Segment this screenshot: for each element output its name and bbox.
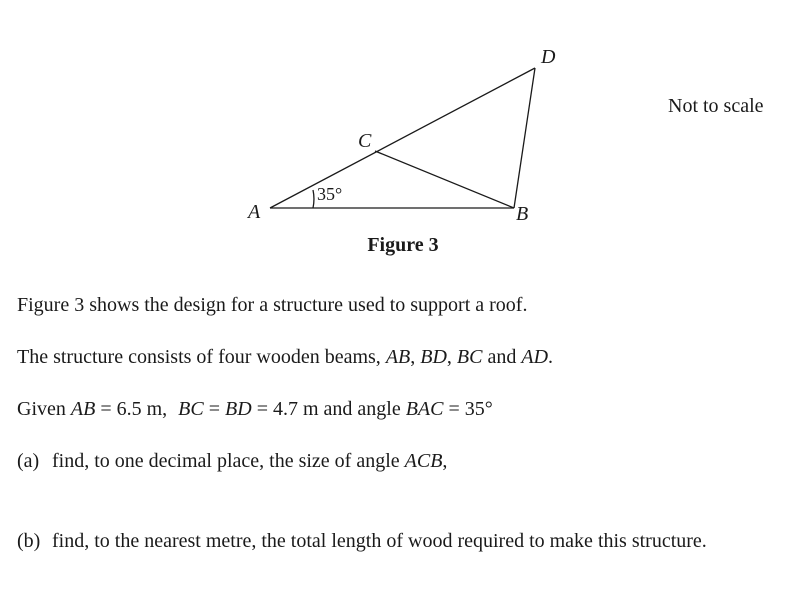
- part-a-end: ,: [442, 450, 448, 472]
- angle-arc: [313, 190, 314, 208]
- figure-caption: Figure 3: [367, 234, 439, 256]
- angle-label: 35°: [317, 184, 343, 204]
- given-ab-value: = 6.5 m,: [100, 398, 168, 420]
- question-part-b: [17, 530, 707, 553]
- question-part-a: [17, 450, 447, 473]
- beams-sep-2: ,: [446, 346, 452, 368]
- part-a-angle: ACB: [404, 450, 443, 472]
- not-to-scale-note: Not to scale: [668, 95, 764, 117]
- beam-bc: [375, 151, 514, 208]
- given-angle-bac: BAC: [405, 398, 444, 420]
- question-intro: Figure 3 shows the design for a structure used to support a roof.: [17, 294, 528, 316]
- beam-bc-label: BC: [456, 346, 483, 368]
- beam-bd-label: BD: [420, 346, 447, 368]
- beams-and: and: [487, 346, 517, 368]
- beam-bd: [514, 68, 535, 208]
- triangle-figure: [0, 0, 800, 270]
- given-bc: BC: [178, 398, 204, 420]
- beams-end: .: [548, 346, 554, 368]
- given-lead: Given: [17, 398, 66, 420]
- beam-ad: [270, 68, 535, 208]
- given-bd-value: = 4.7 m and angle: [256, 398, 401, 420]
- part-a-label: (a): [17, 450, 40, 472]
- part-b-label: (b): [17, 530, 41, 552]
- vertex-label-c: C: [358, 130, 372, 152]
- beam-ab-label: AB: [385, 346, 411, 368]
- beams-sep-1: ,: [410, 346, 416, 368]
- vertex-label-a: A: [248, 201, 261, 223]
- given-ab: AB: [70, 398, 96, 420]
- vertex-label-b: B: [516, 203, 529, 225]
- part-a-lead: find, to one decimal place, the size of angle: [52, 450, 400, 472]
- beam-ad-label: AD: [521, 346, 549, 368]
- given-eq: =: [208, 398, 221, 420]
- part-b-text: find, to the nearest metre, the total length of wood required to make this structure.: [52, 530, 707, 552]
- beams-lead: The structure consists of four wooden beams,: [17, 346, 381, 368]
- beams-sentence: [17, 346, 553, 369]
- given-sentence: [17, 398, 493, 421]
- given-bd: BD: [225, 398, 252, 420]
- given-angle-value: = 35°: [448, 398, 493, 420]
- vertex-label-d: D: [541, 46, 556, 68]
